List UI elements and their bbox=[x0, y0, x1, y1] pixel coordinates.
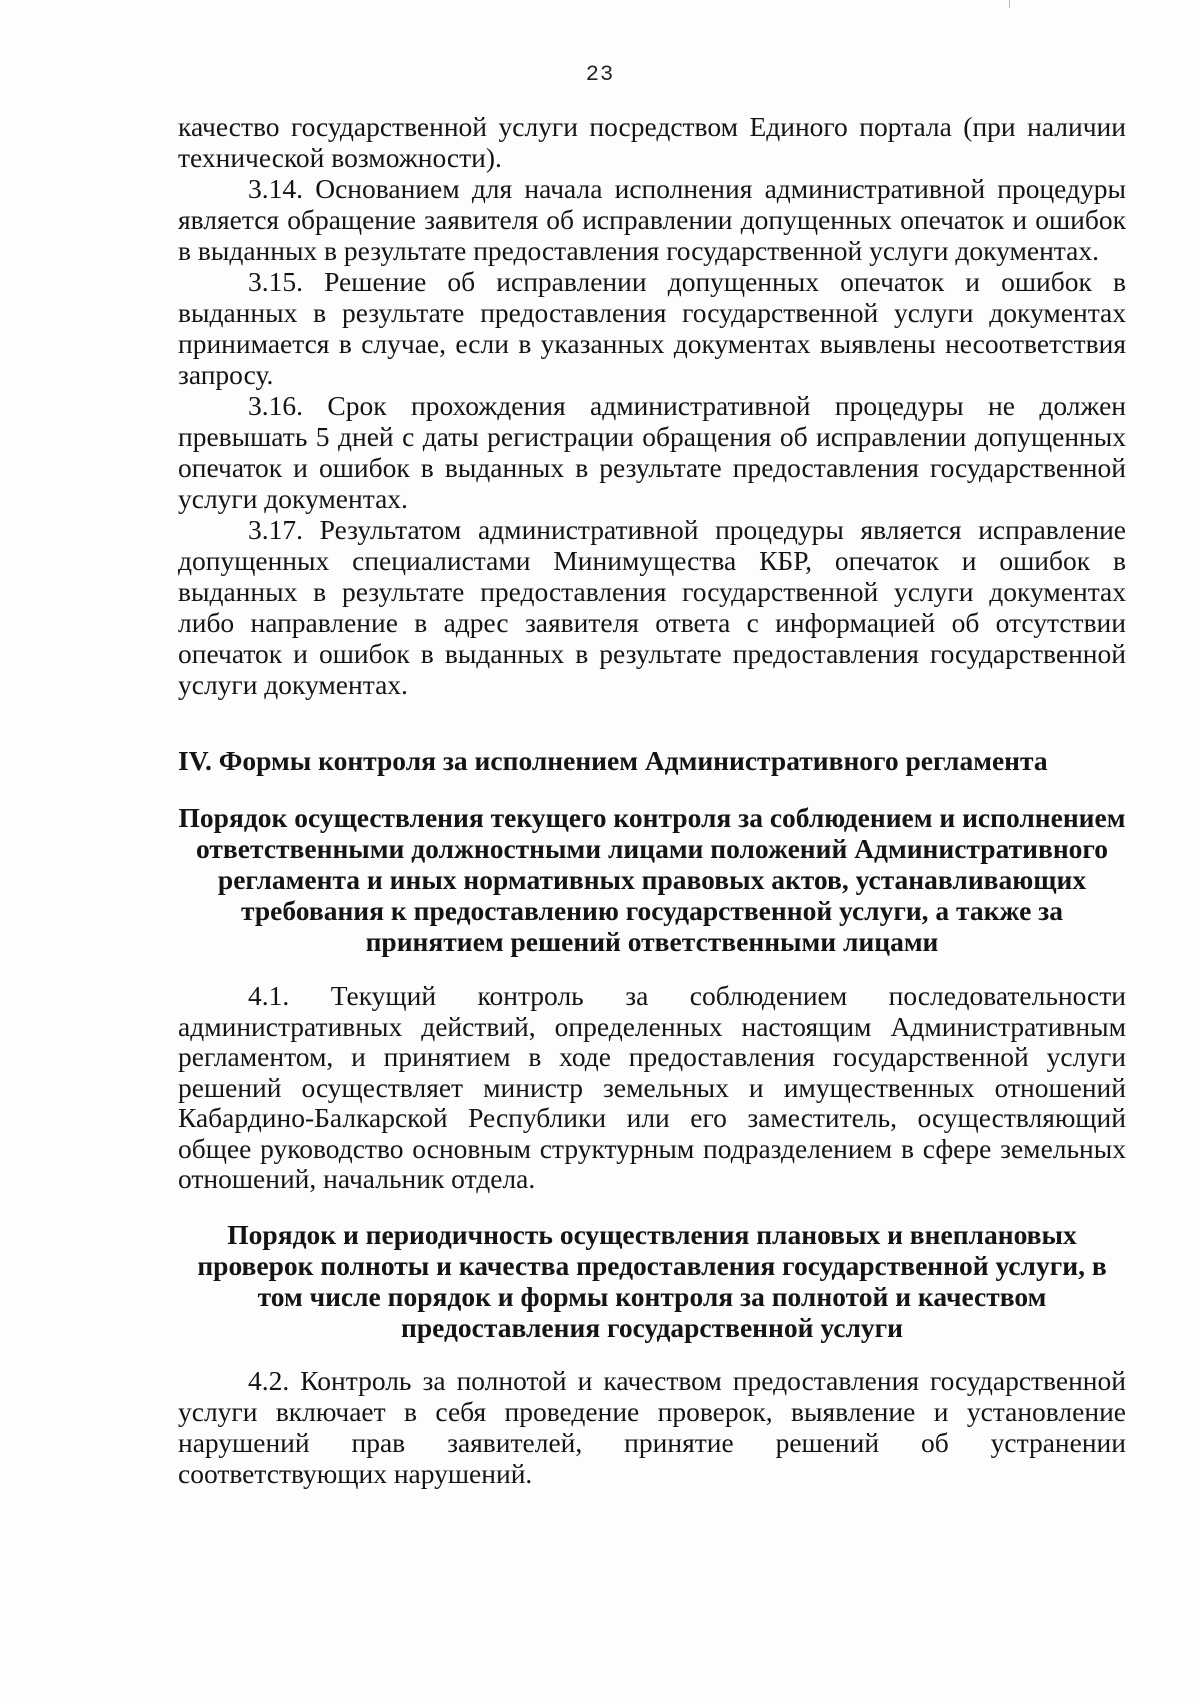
text-block-4-1 bbox=[178, 981, 1126, 1195]
page-number: 23 bbox=[585, 62, 615, 87]
paragraph-4-2: 4.2. Контроль за полнотой и качеством предоставления государственной услуги включает в себя проведение проверок, выявление и установление нарушений прав заявителей, принятие решений об устранении соответствующих нарушений. bbox=[178, 1365, 1126, 1489]
section-heading-iv: IV. Формы контроля за исполнением Административного регламента bbox=[178, 745, 1048, 776]
paragraph-3-17: 3.17. Результатом административной процедуры является исправление допущенных специалистами Минимущества КБР, опечаток и ошибок в выданных в результате предоставления государственной услуги документах либо направление в адрес заявителя ответа с информацией об отсутствии опечаток и ошибок в выданных в результате предоставления государственной услуги документах. bbox=[178, 514, 1126, 700]
text-block-chapter-3 bbox=[178, 111, 1126, 700]
subheading-inspections: Порядок и периодичность осуществления плановых и внеплановых проверок полноты и качества предоставления государственной услуги, в том числе порядок и формы контроля за полнотой и качеством предоставления государственной услуги bbox=[197, 1219, 1107, 1343]
paragraph-3-16: 3.16. Срок прохождения административной процедуры не должен превышать 5 дней с даты регистрации обращения об исправлении допущенных опечаток и ошибок в выданных в результате предоставления государственной услуги документах. bbox=[178, 390, 1126, 514]
subheading-current-control: Порядок осуществления текущего контроля за соблюдением и исполнением ответственными должностными лицами положений Административного регламента и иных нормативных правовых актов, устанавливающих требования к предоставлению государственной услуги, а также за принятием решений ответственными лицами bbox=[178, 802, 1126, 957]
scan-mark bbox=[1009, 0, 1010, 8]
paragraph-continuation: качество государственной услуги посредством Единого портала (при наличии технической возможности). bbox=[178, 111, 1126, 173]
paragraph-3-14: 3.14. Основанием для начала исполнения административной процедуры является обращение заявителя об исправлении допущенных опечаток и ошибок в выданных в результате предоставления государственной услуги документах. bbox=[178, 173, 1126, 266]
paragraph-3-15: 3.15. Решение об исправлении допущенных опечаток и ошибок в выданных в результате предоставления государственной услуги документах принимается в случае, если в указанных документах выявлены несоответствия запросу. bbox=[178, 266, 1126, 390]
paragraph-4-1: 4.1. Текущий контроль за соблюдением последовательности административных действий, определенных настоящим Административным регламентом, и принятием в ходе предоставления государственной услуги решений осуществляет министр земельных и имущественных отношений Кабардино-Балкарской Республики или его заместитель, осуществляющий общее руководство основным структурным подразделением в сфере земельных отношений, начальник отдела. bbox=[178, 980, 1126, 1194]
text-block-4-2 bbox=[178, 1365, 1126, 1489]
